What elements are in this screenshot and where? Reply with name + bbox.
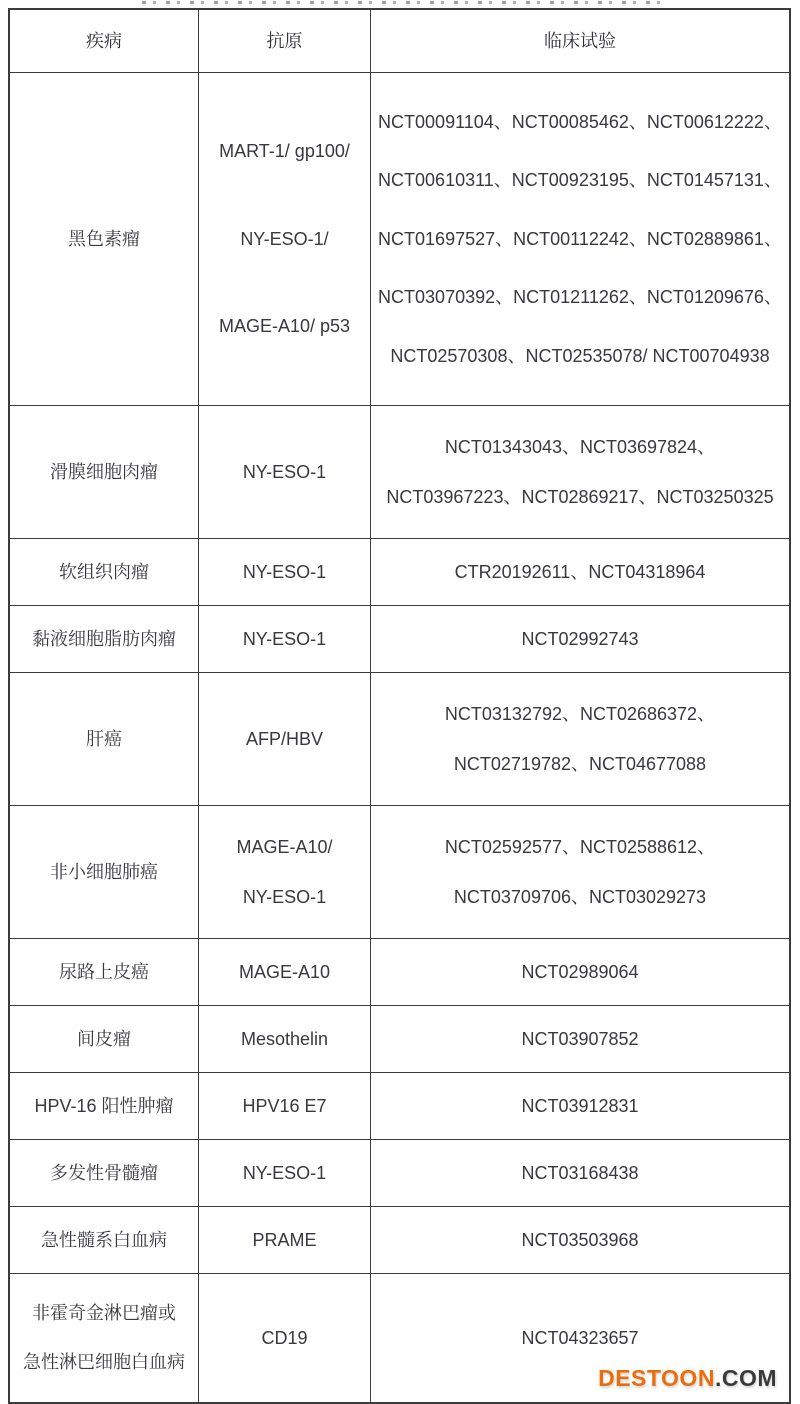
- disease-name: 软组织肉瘤: [59, 561, 149, 582]
- trials-cell: [370, 73, 789, 405]
- trials-cell: [370, 1207, 789, 1273]
- disease-name: 肝癌: [86, 728, 122, 749]
- trials-cell: [370, 539, 789, 605]
- antigen-name: CD19: [261, 1327, 308, 1348]
- disease-name: 多发性骨髓瘤: [50, 1162, 158, 1183]
- disease-name: 急性髓系白血病: [41, 1229, 167, 1250]
- antigen-cell: [198, 539, 370, 605]
- antigen-name: NY-ESO-1: [242, 1162, 327, 1183]
- antigen-cell: [198, 606, 370, 672]
- trials-cell: [370, 406, 789, 538]
- disease-name: HPV-16 阳性肿瘤: [34, 1095, 174, 1116]
- disease-name: 黏液细胞脂肪肉瘤: [32, 628, 176, 649]
- disease-cell: [10, 73, 198, 405]
- header-label: 疾病: [86, 30, 122, 51]
- disease-cell: [10, 606, 198, 672]
- table-row: [10, 405, 789, 538]
- antigen-name: MAGE-A10: [238, 961, 331, 982]
- antigen-name: MART-1/ gp100/: [219, 141, 350, 162]
- antigen-name: NY-ESO-1: [242, 886, 327, 907]
- disease-cell: [10, 673, 198, 805]
- table-row: [10, 1206, 789, 1273]
- trials-cell: [370, 1140, 789, 1206]
- header-label: 临床试验: [544, 30, 616, 51]
- trials-cell: [370, 939, 789, 1005]
- trial-ids: NCT03168438: [521, 1162, 639, 1183]
- antigen-cell: [198, 1274, 370, 1402]
- table-header-row: [10, 10, 789, 72]
- antigen-cell: [198, 1073, 370, 1139]
- antigen-name: NY-ESO-1/: [240, 228, 329, 249]
- trial-ids: NCT02570308、NCT02535078/ NCT00704938: [390, 345, 770, 366]
- trial-ids: NCT03912831: [521, 1095, 639, 1116]
- antigen-cell: [198, 73, 370, 405]
- trial-ids: NCT03503968: [521, 1229, 639, 1250]
- antigen-cell: [198, 806, 370, 938]
- trial-ids: NCT02992743: [521, 628, 639, 649]
- clinical-trials-table: [8, 8, 791, 1404]
- antigen-name: NY-ESO-1: [242, 628, 327, 649]
- disease-cell: [10, 939, 198, 1005]
- antigen-name: Mesothelin: [240, 1028, 329, 1049]
- antigen-name: HPV16 E7: [242, 1095, 327, 1116]
- trial-ids: NCT03907852: [521, 1028, 639, 1049]
- trial-ids: NCT01343043、NCT03697824、: [444, 436, 716, 457]
- watermark-tld: .COM: [714, 1365, 777, 1391]
- disease-name: 急性淋巴细胞白血病: [23, 1352, 185, 1373]
- disease-cell: [10, 539, 198, 605]
- destoon-watermark: [598, 1365, 777, 1392]
- table-row: [10, 938, 789, 1005]
- trial-ids: NCT00610311、NCT00923195、NCT01457131、: [378, 170, 782, 191]
- table-row: [10, 605, 789, 672]
- disease-cell: [10, 406, 198, 538]
- antigen-cell: [198, 939, 370, 1005]
- antigen-cell: [198, 1006, 370, 1072]
- antigen-name: PRAME: [252, 1229, 317, 1250]
- antigen-name: AFP/HBV: [245, 728, 324, 749]
- cropped-caption-remnant: [142, 1, 662, 4]
- trials-cell: [370, 806, 789, 938]
- header-trials: [370, 10, 789, 72]
- trial-ids: NCT03709706、NCT03029273: [453, 886, 707, 907]
- trial-ids: NCT02592577、NCT02588612、: [444, 836, 716, 857]
- antigen-name: NY-ESO-1: [242, 561, 327, 582]
- disease-name: 非霍奇金淋巴瘤或: [32, 1303, 176, 1324]
- trials-cell: [370, 673, 789, 805]
- trial-ids: NCT03132792、NCT02686372、: [444, 703, 716, 724]
- antigen-cell: [198, 1207, 370, 1273]
- trial-ids: CTR20192611、NCT04318964: [454, 561, 706, 582]
- disease-name: 非小细胞肺癌: [50, 861, 158, 882]
- table-row: [10, 672, 789, 805]
- trial-ids: NCT04323657: [521, 1327, 639, 1348]
- table-row: [10, 72, 789, 405]
- antigen-cell: [198, 1140, 370, 1206]
- header-disease: [10, 10, 198, 72]
- disease-cell: [10, 1207, 198, 1273]
- disease-cell: [10, 1006, 198, 1072]
- antigen-name: NY-ESO-1: [242, 461, 327, 482]
- table-row: [10, 1072, 789, 1139]
- header-label: 抗原: [266, 30, 303, 51]
- antigen-cell: [198, 673, 370, 805]
- antigen-name: MAGE-A10/ p53: [218, 316, 351, 337]
- disease-cell: [10, 1073, 198, 1139]
- trial-ids: NCT00091104、NCT00085462、NCT00612222、: [378, 111, 782, 132]
- disease-cell: [10, 806, 198, 938]
- trials-cell: [370, 1006, 789, 1072]
- disease-name: 尿路上皮癌: [59, 961, 149, 982]
- header-antigen: [198, 10, 370, 72]
- disease-name: 黑色素瘤: [68, 228, 140, 249]
- trial-ids: NCT02989064: [521, 961, 639, 982]
- disease-name: 间皮瘤: [77, 1028, 131, 1049]
- trial-ids: NCT03967223、NCT02869217、NCT03250325: [386, 486, 774, 507]
- trial-ids: NCT01697527、NCT00112242、NCT02889861、: [378, 228, 782, 249]
- watermark-brand: DESTOON: [598, 1365, 715, 1391]
- table-row: [10, 538, 789, 605]
- disease-cell: [10, 1274, 198, 1402]
- disease-cell: [10, 1140, 198, 1206]
- trial-ids: NCT02719782、NCT04677088: [453, 753, 707, 774]
- antigen-name: MAGE-A10/: [236, 836, 333, 857]
- trial-ids: NCT03070392、NCT01211262、NCT01209676、: [378, 287, 782, 308]
- table-row: [10, 1139, 789, 1206]
- antigen-cell: [198, 406, 370, 538]
- table-row: [10, 1005, 789, 1072]
- trials-cell: [370, 1073, 789, 1139]
- table-row: [10, 805, 789, 938]
- trials-cell: [370, 606, 789, 672]
- disease-name: 滑膜细胞肉瘤: [50, 461, 158, 482]
